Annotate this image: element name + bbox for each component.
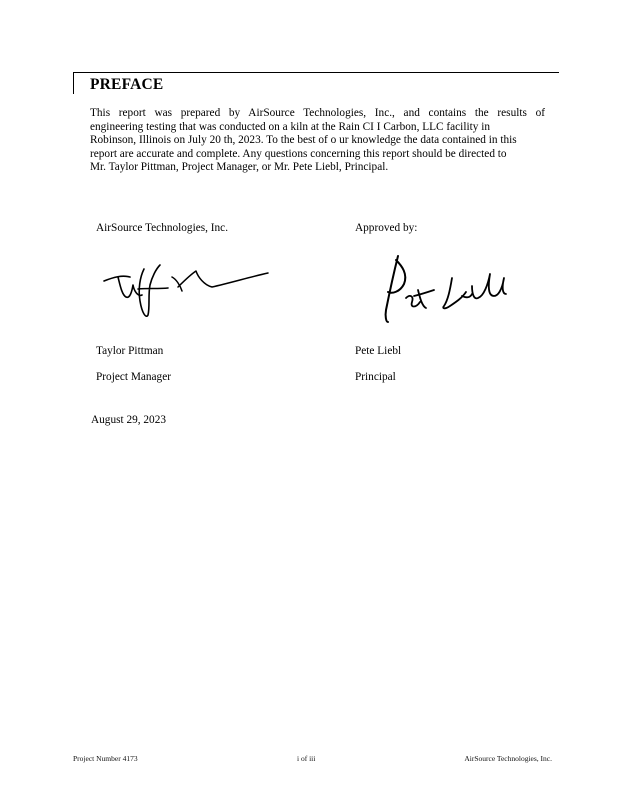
- preface-paragraph: [90, 107, 545, 175]
- footer-page-number: i of iii: [297, 754, 316, 763]
- pete-liebl-signature: [380, 250, 510, 328]
- heading-rule-left: [73, 72, 74, 94]
- taylor-pittman-signature: [100, 255, 275, 325]
- document-date: August 29, 2023: [91, 414, 167, 426]
- paragraph-line: engineering testing that was conducted on a kiln at the Rain CI I Carbon, LLC facility in: [90, 120, 490, 133]
- footer-project-number: Project Number 4173: [73, 754, 138, 763]
- paragraph-line: This report was prepared by AirSource Technologies, Inc., and contains the results of: [90, 107, 545, 119]
- approved-by-label: Approved by:: [355, 222, 418, 234]
- page-title: PREFACE: [90, 76, 164, 93]
- footer-company: AirSource Technologies, Inc.: [464, 754, 552, 763]
- left-signer-name: Taylor Pittman: [96, 345, 164, 357]
- left-signer-title: Project Manager: [96, 371, 171, 383]
- left-company-label: AirSource Technologies, Inc.: [96, 222, 229, 234]
- right-signer-name: Pete Liebl: [355, 345, 402, 357]
- paragraph-line: report are accurate and complete. Any questions concerning this report should be directed to: [90, 147, 507, 160]
- right-signer-title: Principal: [355, 371, 396, 383]
- heading-rule: [73, 72, 559, 73]
- paragraph-line: Mr. Taylor Pittman, Project Manager, or Mr. Pete Liebl, Principal.: [90, 161, 389, 173]
- paragraph-line: Robinson, Illinois on July 20 th, 2023. To the best of o ur knowledge the data contained in this: [90, 134, 517, 146]
